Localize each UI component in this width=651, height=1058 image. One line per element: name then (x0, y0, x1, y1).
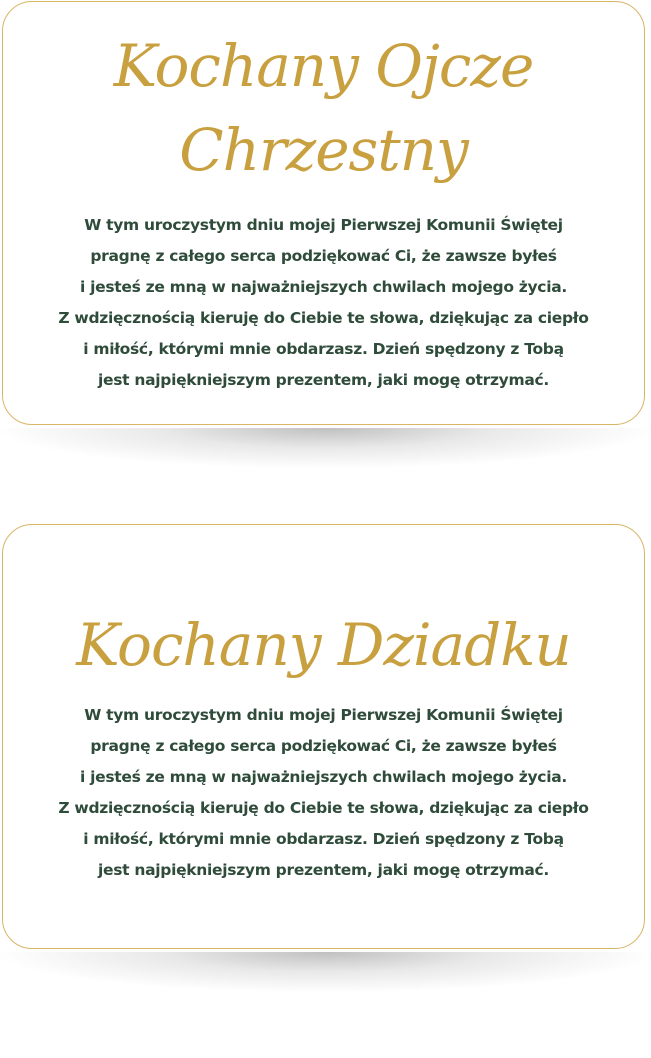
message-line: pragnę z całego serca podziękować Ci, że zawsze byłeś (90, 247, 557, 265)
card-title-line: Kochany Ojcze (113, 32, 534, 100)
message-line: i jesteś ze mną w najważniejszych chwilach mojego życia. (80, 768, 567, 786)
message-line: Z wdzięcznością kieruję do Ciebie te słowa, dziękując za ciepło (58, 309, 589, 327)
card-title-line: Chrzestny (179, 116, 468, 184)
card-title-line: Kochany Dziadku (76, 611, 571, 679)
card-shadow (0, 952, 651, 992)
greeting-card-grandfather (2, 524, 645, 949)
message-line: Z wdzięcznością kieruję do Ciebie te słowa, dziękując za ciepło (58, 799, 589, 817)
card-title (3, 603, 644, 687)
card-shadow (0, 428, 651, 468)
card-message (3, 210, 644, 396)
message-line: W tym uroczystym dniu mojej Pierwszej Komunii Świętej (84, 706, 563, 724)
card-message (3, 700, 644, 886)
greeting-card-godfather (2, 1, 645, 425)
message-line: i miłość, którymi mnie obdarzasz. Dzień spędzony z Tobą (83, 340, 564, 358)
message-line: i miłość, którymi mnie obdarzasz. Dzień spędzony z Tobą (83, 830, 564, 848)
card-title (3, 24, 644, 192)
message-line: W tym uroczystym dniu mojej Pierwszej Komunii Świętej (84, 216, 563, 234)
message-line: pragnę z całego serca podziękować Ci, że zawsze byłeś (90, 737, 557, 755)
message-line: i jesteś ze mną w najważniejszych chwilach mojego życia. (80, 278, 567, 296)
message-line: jest najpiękniejszym prezentem, jaki mogę otrzymać. (98, 861, 549, 879)
message-line: jest najpiękniejszym prezentem, jaki mogę otrzymać. (98, 371, 549, 389)
